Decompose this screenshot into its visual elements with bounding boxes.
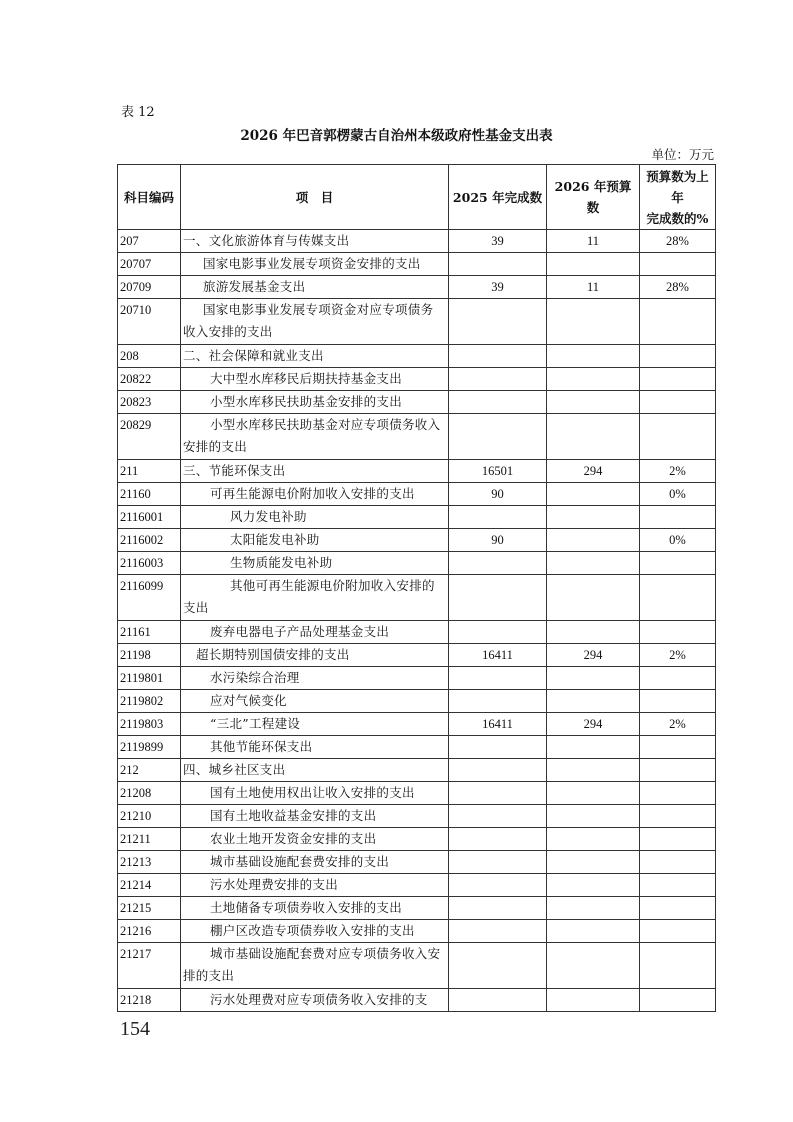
table-row [118,805,716,828]
table-row [118,345,716,368]
budget-2026-cell [547,299,640,345]
pct-cell [640,575,716,621]
table-row [118,667,716,690]
code-cell: 21213 [118,851,181,874]
code-cell: 21217 [118,943,181,989]
item-cell: 小型水库移民扶助基金对应专项债务收入安排的支出 [181,414,449,460]
budget-2026-cell [547,368,640,391]
pct-cell [640,690,716,713]
budget-2026-cell [547,782,640,805]
code-cell: 20709 [118,276,181,299]
item-cell: 土地储备专项债券收入安排的支出 [181,897,449,920]
item-cell: 四、城乡社区支出 [181,759,449,782]
code-cell: 20823 [118,391,181,414]
code-cell: 2119899 [118,736,181,759]
done-2025-cell [449,828,547,851]
code-cell: 20710 [118,299,181,345]
pct-cell: 0% [640,529,716,552]
code-cell: 207 [118,230,181,253]
pct-cell [640,943,716,989]
item-cell: 城市基础设施配套费对应专项债务收入安排的支出 [181,943,449,989]
code-cell: 2116003 [118,552,181,575]
table-body [118,230,716,1012]
code-cell: 20707 [118,253,181,276]
done-2025-cell [449,345,547,368]
budget-2026-cell [547,414,640,460]
column-header-done-2025: 2025 年完成数 [449,165,547,230]
item-cell: 一、文化旅游体育与传媒支出 [181,230,449,253]
budget-2026-cell [547,897,640,920]
code-cell: 21198 [118,644,181,667]
code-cell: 21215 [118,897,181,920]
pct-cell [640,391,716,414]
budget-2026-cell [547,253,640,276]
table-row [118,736,716,759]
table-row [118,253,716,276]
budget-2026-cell: 294 [547,460,640,483]
table-row [118,299,716,345]
item-cell: 国家电影事业发展专项资金安排的支出 [181,253,449,276]
item-cell: 三、节能环保支出 [181,460,449,483]
done-2025-cell: 16411 [449,644,547,667]
done-2025-cell [449,690,547,713]
done-2025-cell: 16411 [449,713,547,736]
code-cell: 2116099 [118,575,181,621]
done-2025-cell [449,667,547,690]
item-cell: 农业土地开发资金安排的支出 [181,828,449,851]
budget-2026-cell [547,621,640,644]
done-2025-cell [449,621,547,644]
item-cell: 二、社会保障和就业支出 [181,345,449,368]
table-row [118,414,716,460]
pct-cell [640,506,716,529]
done-2025-cell: 16501 [449,460,547,483]
pct-cell [640,368,716,391]
done-2025-cell [449,506,547,529]
code-cell: 21214 [118,874,181,897]
item-cell: 超长期特别国债安排的支出 [181,644,449,667]
done-2025-cell: 39 [449,230,547,253]
code-cell: 2119802 [118,690,181,713]
table-row [118,920,716,943]
budget-2026-cell [547,667,640,690]
column-header-pct-line3: 完成数的% [646,210,709,226]
table-row [118,989,716,1012]
done-2025-cell [449,851,547,874]
code-cell: 21218 [118,989,181,1012]
item-cell: 国有土地使用权出让收入安排的支出 [181,782,449,805]
pct-cell [640,851,716,874]
done-2025-cell: 90 [449,483,547,506]
pct-cell [640,253,716,276]
table-row [118,391,716,414]
table-row [118,851,716,874]
table-row [118,368,716,391]
code-cell: 21160 [118,483,181,506]
item-cell: 生物质能发电补助 [181,552,449,575]
table-row [118,713,716,736]
table-row [118,759,716,782]
item-cell: 国家电影事业发展专项资金对应专项债务收入安排的支出 [181,299,449,345]
code-cell: 20822 [118,368,181,391]
done-2025-cell [449,897,547,920]
item-cell: 其他可再生能源电价附加收入安排的支出 [181,575,449,621]
pct-cell [640,414,716,460]
pct-cell [640,299,716,345]
done-2025-cell [449,368,547,391]
budget-2026-cell [547,736,640,759]
table-row [118,943,716,989]
done-2025-cell [449,736,547,759]
done-2025-cell [449,253,547,276]
pct-cell: 28% [640,276,716,299]
unit-label: 单位：万元 [651,147,714,162]
code-cell: 21216 [118,920,181,943]
column-header-pct-line1: 预算数为上 [646,168,709,184]
done-2025-cell [449,414,547,460]
item-cell: 太阳能发电补助 [181,529,449,552]
table-row [118,276,716,299]
budget-2026-cell [547,851,640,874]
budget-2026-cell [547,943,640,989]
budget-2026-cell: 11 [547,230,640,253]
table-row [118,552,716,575]
table-header-row [118,165,716,230]
pct-cell [640,920,716,943]
done-2025-cell: 90 [449,529,547,552]
code-cell: 20829 [118,414,181,460]
done-2025-cell [449,759,547,782]
done-2025-cell [449,920,547,943]
done-2025-cell [449,299,547,345]
pct-cell [640,989,716,1012]
code-cell: 208 [118,345,181,368]
table-row [118,575,716,621]
table-row [118,828,716,851]
column-header-budget-2026: 2026 年预算数 [547,165,640,230]
table-row [118,897,716,920]
item-cell: 应对气候变化 [181,690,449,713]
code-cell: 21210 [118,805,181,828]
budget-2026-cell [547,552,640,575]
budget-2026-cell [547,391,640,414]
item-cell: 污水处理费安排的支出 [181,874,449,897]
pct-cell [640,552,716,575]
page-title: 2026 年巴音郭楞蒙古自治州本级政府性基金支出表 [240,128,553,144]
done-2025-cell [449,874,547,897]
pct-cell [640,828,716,851]
table-row [118,874,716,897]
item-cell: 风力发电补助 [181,506,449,529]
pct-cell: 2% [640,460,716,483]
item-cell: 可再生能源电价附加收入安排的支出 [181,483,449,506]
item-cell: 城市基础设施配套费安排的支出 [181,851,449,874]
done-2025-cell [449,552,547,575]
done-2025-cell [449,989,547,1012]
budget-2026-cell [547,828,640,851]
item-cell: 小型水库移民扶助基金安排的支出 [181,391,449,414]
item-cell: “三北”工程建设 [181,713,449,736]
item-cell: 其他节能环保支出 [181,736,449,759]
done-2025-cell [449,805,547,828]
budget-2026-cell [547,759,640,782]
table-row [118,483,716,506]
table-row [118,782,716,805]
pct-cell: 0% [640,483,716,506]
table-row [118,690,716,713]
pct-cell [640,667,716,690]
pct-cell: 2% [640,644,716,667]
table-row [118,230,716,253]
code-cell: 211 [118,460,181,483]
pct-cell [640,621,716,644]
pct-cell: 28% [640,230,716,253]
column-header-pct [640,165,716,230]
budget-2026-cell [547,920,640,943]
pct-cell [640,805,716,828]
budget-2026-cell: 294 [547,713,640,736]
budget-2026-cell: 294 [547,644,640,667]
budget-2026-cell [547,989,640,1012]
budget-2026-cell: 11 [547,276,640,299]
item-cell: 大中型水库移民后期扶持基金支出 [181,368,449,391]
budget-2026-cell [547,575,640,621]
done-2025-cell [449,782,547,805]
table-row [118,506,716,529]
done-2025-cell [449,943,547,989]
pct-cell [640,782,716,805]
pct-cell: 2% [640,713,716,736]
done-2025-cell: 39 [449,276,547,299]
code-cell: 2116002 [118,529,181,552]
table-row [118,460,716,483]
budget-2026-cell [547,506,640,529]
table-number: 表 12 [121,105,155,120]
code-cell: 212 [118,759,181,782]
pct-cell [640,759,716,782]
budget-2026-cell [547,345,640,368]
code-cell: 2116001 [118,506,181,529]
column-header-pct-line2: 年 [671,189,684,205]
pct-cell [640,874,716,897]
budget-2026-cell [547,805,640,828]
budget-2026-cell [547,529,640,552]
item-cell: 棚户区改造专项债券收入安排的支出 [181,920,449,943]
fund-expenditure-table [117,164,716,1012]
code-cell: 21161 [118,621,181,644]
code-cell: 2119803 [118,713,181,736]
item-cell: 国有土地收益基金安排的支出 [181,805,449,828]
budget-2026-cell [547,690,640,713]
pct-cell [640,345,716,368]
page-number: 154 [120,1018,150,1040]
item-cell: 废弃电器电子产品处理基金支出 [181,621,449,644]
pct-cell [640,897,716,920]
budget-2026-cell [547,483,640,506]
budget-2026-cell [547,874,640,897]
item-cell: 旅游发展基金支出 [181,276,449,299]
done-2025-cell [449,575,547,621]
code-cell: 2119801 [118,667,181,690]
item-cell: 水污染综合治理 [181,667,449,690]
table-row [118,621,716,644]
table-row [118,529,716,552]
column-header-code: 科目编码 [118,165,181,230]
code-cell: 21211 [118,828,181,851]
table-row [118,644,716,667]
done-2025-cell [449,391,547,414]
item-cell: 污水处理费对应专项债务收入安排的支 [181,989,449,1012]
pct-cell [640,736,716,759]
code-cell: 21208 [118,782,181,805]
column-header-item: 项 目 [181,165,449,230]
